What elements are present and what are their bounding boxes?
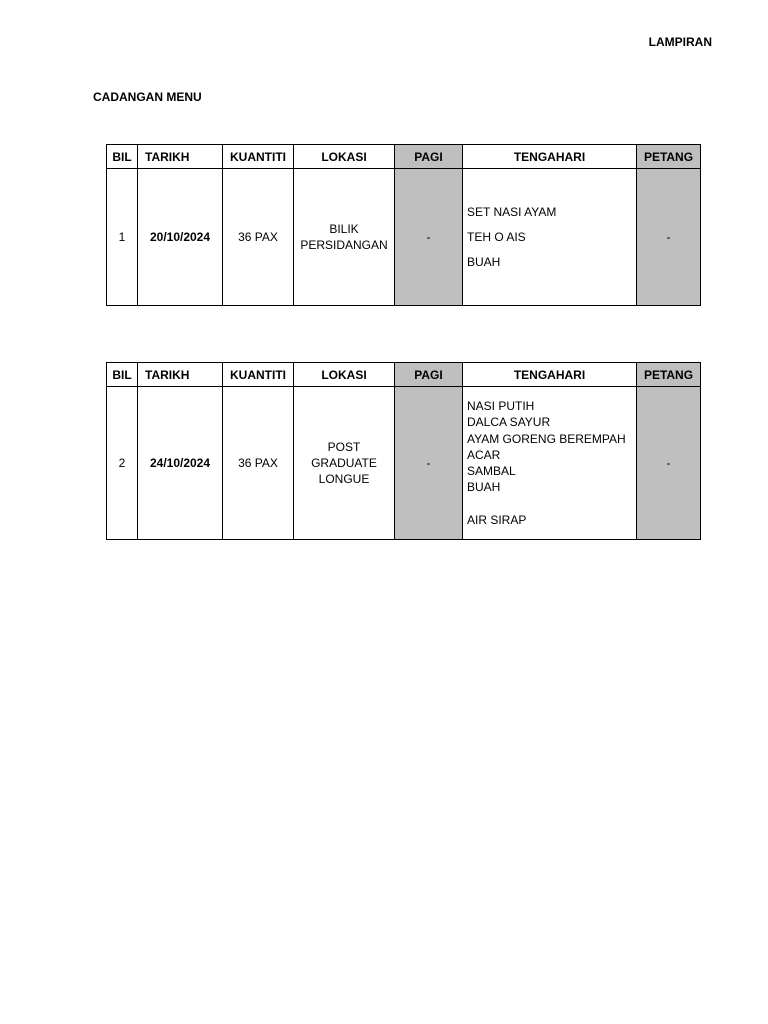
cell-kuantiti: 36 PAX bbox=[223, 169, 294, 306]
lokasi-line: PERSIDANGAN bbox=[300, 238, 388, 252]
cell-lokasi bbox=[294, 387, 395, 540]
cell-tengahari bbox=[463, 387, 637, 540]
header-kuantiti: KUANTITI bbox=[223, 363, 294, 387]
document-title: CADANGAN MENU bbox=[93, 90, 202, 104]
menu-table-1 bbox=[106, 144, 701, 306]
cell-lokasi bbox=[294, 169, 395, 306]
cell-bil: 1 bbox=[107, 169, 138, 306]
header-lokasi: LOKASI bbox=[294, 145, 395, 169]
header-tengahari: TENGAHARI bbox=[463, 363, 637, 387]
table-row bbox=[107, 169, 701, 306]
menu-item: TEH O AIS bbox=[467, 230, 526, 244]
header-tarikh: TARIKH bbox=[138, 145, 223, 169]
lokasi-line: POST bbox=[327, 440, 361, 454]
cell-petang: - bbox=[637, 169, 701, 306]
table-row bbox=[107, 387, 701, 540]
menu-item: NASI PUTIH bbox=[467, 398, 535, 413]
lokasi-line: BILIK bbox=[329, 222, 359, 236]
table-header-row bbox=[107, 145, 701, 169]
menu-table-2 bbox=[106, 362, 701, 540]
menu-item: DALCA SAYUR bbox=[467, 415, 551, 430]
cell-petang: - bbox=[637, 387, 701, 540]
header-tengahari: TENGAHARI bbox=[463, 145, 637, 169]
menu-item: AIR SIRAP bbox=[467, 512, 527, 527]
menu-item: BUAH bbox=[467, 480, 501, 495]
header-petang: PETANG bbox=[637, 145, 701, 169]
header-bil: BIL bbox=[107, 145, 138, 169]
header-pagi: PAGI bbox=[395, 145, 463, 169]
lokasi-line: GRADUATE bbox=[311, 456, 377, 470]
lokasi-line: LONGUE bbox=[318, 472, 370, 486]
cell-tarikh: 20/10/2024 bbox=[138, 169, 223, 306]
header-kuantiti: KUANTITI bbox=[223, 145, 294, 169]
header-lokasi: LOKASI bbox=[294, 363, 395, 387]
menu-item: AYAM GORENG BEREMPAH bbox=[467, 431, 626, 446]
cell-pagi: - bbox=[395, 169, 463, 306]
page-label: LAMPIRAN bbox=[648, 35, 712, 49]
table-header-row bbox=[107, 363, 701, 387]
menu-item: SAMBAL bbox=[467, 464, 516, 479]
menu-item: SET NASI AYAM bbox=[467, 205, 557, 219]
header-bil: BIL bbox=[107, 363, 138, 387]
cell-pagi: - bbox=[395, 387, 463, 540]
cell-bil: 2 bbox=[107, 387, 138, 540]
menu-item: ACAR bbox=[467, 447, 501, 462]
header-tarikh: TARIKH bbox=[138, 363, 223, 387]
cell-tarikh: 24/10/2024 bbox=[138, 387, 223, 540]
header-pagi: PAGI bbox=[395, 363, 463, 387]
menu-item: BUAH bbox=[467, 255, 501, 269]
header-petang: PETANG bbox=[637, 363, 701, 387]
cell-kuantiti: 36 PAX bbox=[223, 387, 294, 540]
cell-tengahari bbox=[463, 169, 637, 306]
